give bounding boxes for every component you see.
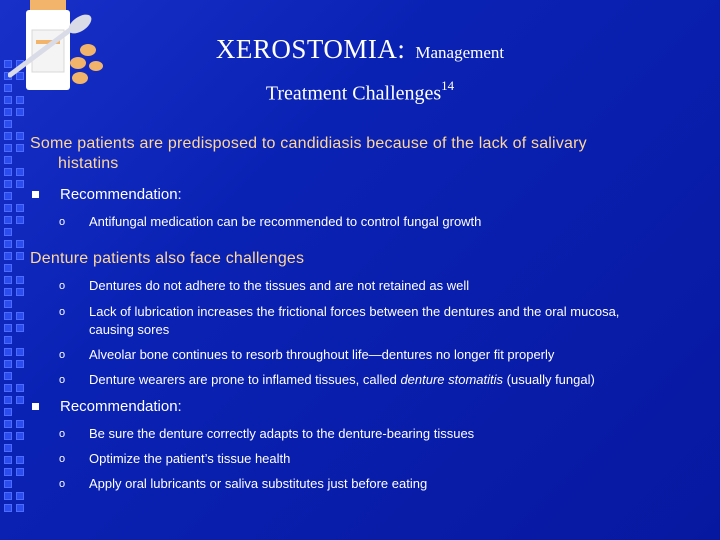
subtitle-reference: 14 (441, 78, 455, 93)
square-bullet-icon (32, 403, 39, 410)
section2-point: o Alveolar bone continues to resorb throughout life—dentures no longer fit properly (59, 347, 555, 362)
section2-point: o Dentures do not adhere to the tissues and are not retained as well (59, 278, 470, 293)
section2-point: o Lack of lubrication increases the frictional forces between the dentures and the oral mucosa, causing sores (59, 304, 620, 337)
circle-bullet-icon: o (59, 478, 66, 490)
title-main: XEROSTOMIA: (215, 34, 406, 64)
circle-bullet-icon: o (59, 453, 66, 465)
circle-bullet-icon: o (59, 428, 66, 440)
subtitle-text: Treatment Challenges (265, 82, 442, 105)
section2-recommendation-item: o Be sure the denture correctly adapts to the denture-bearing tissues (59, 426, 475, 441)
circle-bullet-icon: o (59, 216, 66, 228)
section1-recommendation-label: Recommendation: (60, 186, 182, 203)
section2-recommendation-label: Recommendation: (60, 398, 182, 415)
circle-bullet-icon: o (59, 349, 66, 361)
title-sub: Management (415, 43, 505, 62)
circle-bullet-icon: o (59, 374, 66, 386)
section1-heading-line2: histatins (58, 155, 119, 172)
circle-bullet-icon: o (59, 280, 66, 292)
emphasis-term: denture stomatitis (400, 372, 504, 387)
section1-heading (30, 134, 587, 174)
section2-recommendation-item: o Apply oral lubricants or saliva substitutes just before eating (59, 476, 428, 491)
section2-recommendation-item: o Optimize the patient’s tissue health (59, 451, 291, 466)
section2-point: o Denture wearers are prone to inflamed tissues, called denture stomatitis (usually fungal) (59, 372, 595, 387)
section1-heading-line1: Some patients are predisposed to candidiasis because of the lack of salivary (30, 135, 587, 152)
section1-recommendation-item: o Antifungal medication can be recommended to control fungal growth (59, 214, 482, 229)
section2-heading: Denture patients also face challenges (30, 250, 305, 267)
circle-bullet-icon: o (59, 306, 66, 318)
square-bullet-icon (32, 191, 39, 198)
